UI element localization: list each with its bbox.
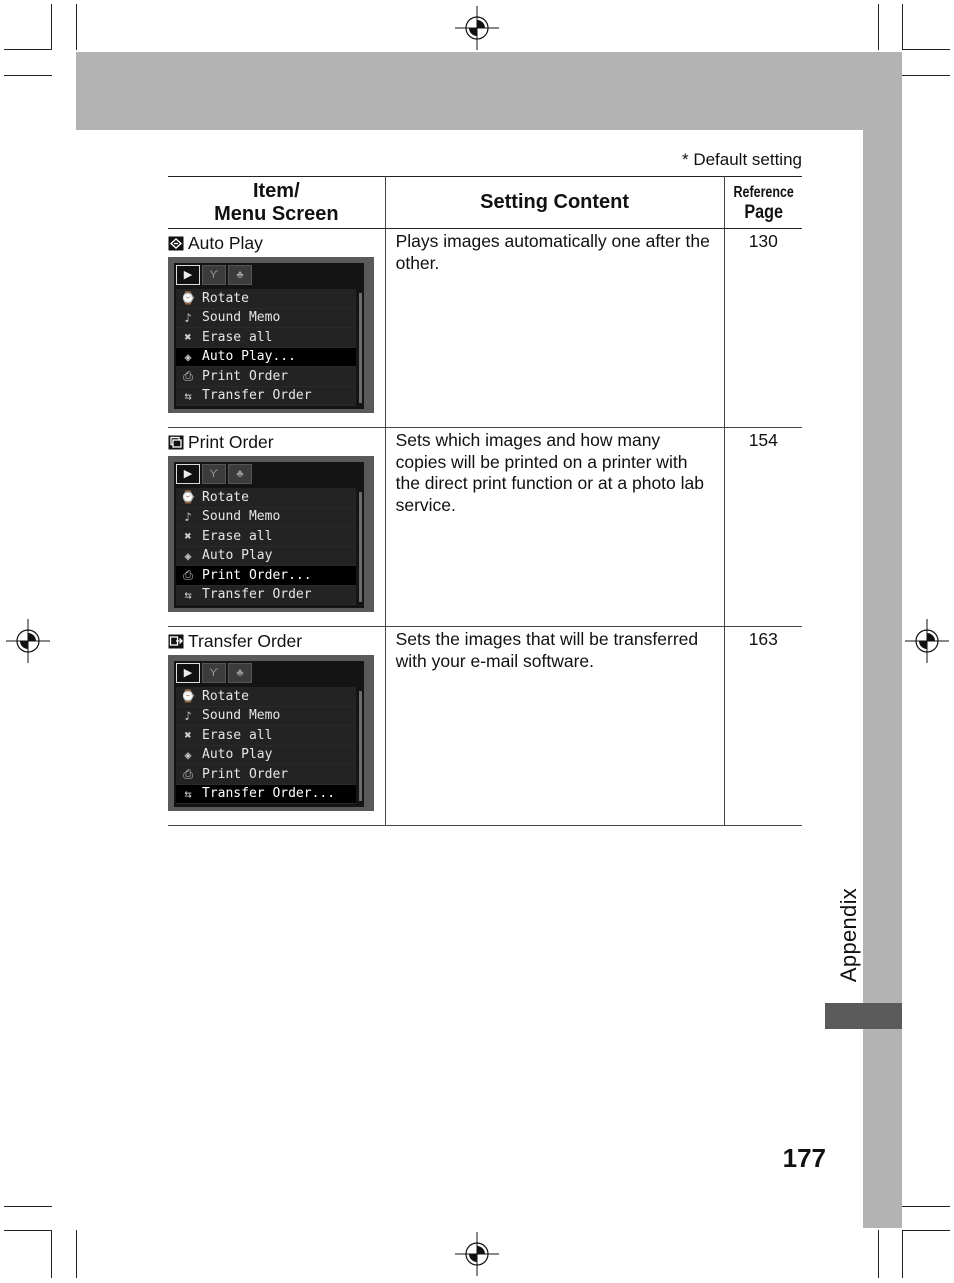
header-ref-line1: Reference: [733, 183, 794, 201]
menu-item[interactable]: [176, 387, 356, 407]
item-title: [168, 627, 385, 653]
transfer-order-icon: ⇆: [184, 388, 192, 403]
menu-tabs: [176, 464, 252, 484]
menu-tabs: [176, 265, 252, 285]
play-tab-icon: ▶: [176, 663, 200, 683]
menu-item[interactable]: [176, 527, 356, 547]
item-cell: [168, 627, 385, 826]
menu-item-label: Print Order: [202, 368, 289, 384]
play-tab-icon: ▶: [176, 464, 200, 484]
menu-list: [176, 289, 356, 406]
menu-item-label: Transfer Order: [202, 388, 312, 404]
crop-mark: [878, 1230, 879, 1278]
setting-content-cell: Sets which images and how many copies will be printed on a printer with the direct print function or at a photo lab service.: [385, 428, 724, 627]
menu-item[interactable]: [176, 687, 356, 707]
default-setting-note: * Default setting: [681, 150, 802, 169]
menu-list: [176, 488, 356, 605]
header-reference: [724, 177, 802, 229]
item-title: [168, 229, 385, 255]
menu-item-label: Rotate: [202, 489, 249, 505]
crop-mark: [878, 4, 879, 50]
menu-item[interactable]: [176, 726, 356, 746]
table-row: [168, 627, 802, 826]
print-order-icon: [168, 435, 184, 450]
header-band: [76, 52, 902, 130]
menu-item-label: Auto Play: [202, 548, 273, 564]
table-row: [168, 428, 802, 627]
item-title: [168, 428, 385, 454]
menu-screen-display: [174, 462, 364, 608]
setting-content-cell: Plays images automatically one after the other.: [385, 229, 724, 428]
sound-memo-icon: ♪: [184, 708, 192, 723]
menu-item[interactable]: [176, 765, 356, 785]
section-tab-marker: [825, 1003, 902, 1029]
menu-screen: [168, 257, 374, 413]
crop-mark: [51, 1230, 52, 1278]
menu-item[interactable]: [176, 488, 356, 508]
auto-play-icon: [168, 236, 184, 251]
sound-memo-icon: ♪: [184, 509, 192, 524]
rotate-icon: ⌚: [180, 689, 196, 704]
crop-mark: [4, 1230, 52, 1231]
menu-item-label: Erase all: [202, 528, 273, 544]
section-label: [836, 870, 862, 1000]
section-label-text: Appendix: [836, 887, 861, 983]
mycamera-tab-icon: ♣: [228, 464, 252, 484]
erase-all-icon: ✖: [184, 728, 192, 743]
crop-mark: [76, 4, 77, 50]
menu-item-label: Print Order...: [202, 567, 312, 583]
erase-all-icon: ✖: [184, 529, 192, 544]
table-row: [168, 229, 802, 428]
menu-item-label: Rotate: [202, 290, 249, 306]
crop-mark: [4, 1206, 52, 1207]
registration-mark-icon: [455, 1232, 499, 1276]
menu-settings-table: [168, 176, 802, 826]
menu-screen: [168, 456, 374, 612]
crop-mark: [902, 1230, 950, 1231]
menu-item-label: Auto Play...: [202, 349, 296, 365]
header-item-line2: Menu Screen: [214, 202, 339, 225]
header-item-line1: Item/: [252, 179, 300, 202]
mycamera-tab-icon: ♣: [228, 265, 252, 285]
auto-play-icon: ◈: [184, 747, 192, 762]
rotate-icon: ⌚: [180, 291, 196, 306]
menu-tabs: [176, 663, 252, 683]
menu-item-label: Erase all: [202, 329, 273, 345]
menu-item[interactable]: [176, 348, 356, 368]
crop-mark: [902, 4, 903, 50]
crop-mark: [902, 75, 950, 76]
registration-mark-icon: [905, 619, 949, 663]
menu-item[interactable]: [176, 707, 356, 727]
item-cell: [168, 229, 385, 428]
registration-mark-icon: [455, 6, 499, 50]
mycamera-tab-icon: ♣: [228, 663, 252, 683]
menu-scrollbar: [359, 293, 362, 403]
play-tab-icon: ▶: [176, 265, 200, 285]
header-ref-line2: Page: [744, 201, 783, 223]
menu-item-label: Sound Memo: [202, 708, 281, 724]
transfer-order-icon: ⇆: [184, 587, 192, 602]
menu-item-label: Transfer Order...: [202, 786, 336, 802]
menu-item-label: Rotate: [202, 688, 249, 704]
crop-mark: [4, 49, 52, 50]
rotate-icon: ⌚: [180, 490, 196, 505]
crop-mark: [51, 4, 52, 50]
menu-item-label: Print Order: [202, 766, 289, 782]
menu-item-label: Auto Play: [202, 747, 273, 763]
auto-play-icon: ◈: [184, 349, 192, 364]
reference-page-cell: 130: [724, 229, 802, 428]
menu-screen-display: [174, 263, 364, 409]
menu-item-label: Transfer Order: [202, 587, 312, 603]
menu-item[interactable]: [176, 508, 356, 528]
sound-memo-icon: ♪: [184, 310, 192, 325]
setting-content-cell: Sets the images that will be transferred with your e-mail software.: [385, 627, 724, 826]
menu-item[interactable]: [176, 547, 356, 567]
transfer-order-icon: ⇆: [184, 786, 192, 801]
page-number: 177: [782, 1143, 826, 1173]
item-label: Transfer Order: [188, 631, 303, 651]
transfer-order-icon: [168, 634, 184, 649]
menu-item-label: Sound Memo: [202, 509, 281, 525]
header-setting: Setting Content: [385, 177, 724, 229]
setup-tab-icon: Ƴ: [202, 663, 226, 683]
menu-item[interactable]: [176, 586, 356, 606]
menu-item-label: Sound Memo: [202, 310, 281, 326]
menu-screen: [168, 655, 374, 811]
crop-mark: [902, 49, 950, 50]
crop-mark: [902, 1206, 950, 1207]
reference-page-cell: 163: [724, 627, 802, 826]
item-label: Print Order: [188, 432, 274, 452]
menu-item[interactable]: [176, 785, 356, 805]
crop-mark: [902, 1230, 903, 1278]
table-header-row: [168, 177, 802, 229]
menu-item[interactable]: [176, 309, 356, 329]
crop-mark: [76, 1230, 77, 1278]
print-order-icon: ⎙: [183, 368, 193, 383]
setup-tab-icon: Ƴ: [202, 265, 226, 285]
menu-item[interactable]: [176, 328, 356, 348]
setup-tab-icon: Ƴ: [202, 464, 226, 484]
menu-item-label: Erase all: [202, 727, 273, 743]
erase-all-icon: ✖: [184, 330, 192, 345]
menu-scrollbar: [359, 691, 362, 801]
menu-scrollbar: [359, 492, 362, 602]
auto-play-icon: ◈: [184, 548, 192, 563]
registration-mark-icon: [6, 619, 50, 663]
menu-list: [176, 687, 356, 804]
header-item: [168, 177, 385, 229]
menu-item[interactable]: [176, 746, 356, 766]
menu-item[interactable]: [176, 289, 356, 309]
print-order-icon: ⎙: [183, 766, 193, 781]
crop-mark: [4, 75, 52, 76]
print-order-icon: ⎙: [183, 567, 193, 582]
item-cell: [168, 428, 385, 627]
reference-page-cell: 154: [724, 428, 802, 627]
side-band: [863, 130, 902, 1228]
menu-screen-display: [174, 661, 364, 807]
menu-item[interactable]: [176, 566, 356, 586]
item-label: Auto Play: [188, 233, 263, 253]
menu-item[interactable]: [176, 367, 356, 387]
